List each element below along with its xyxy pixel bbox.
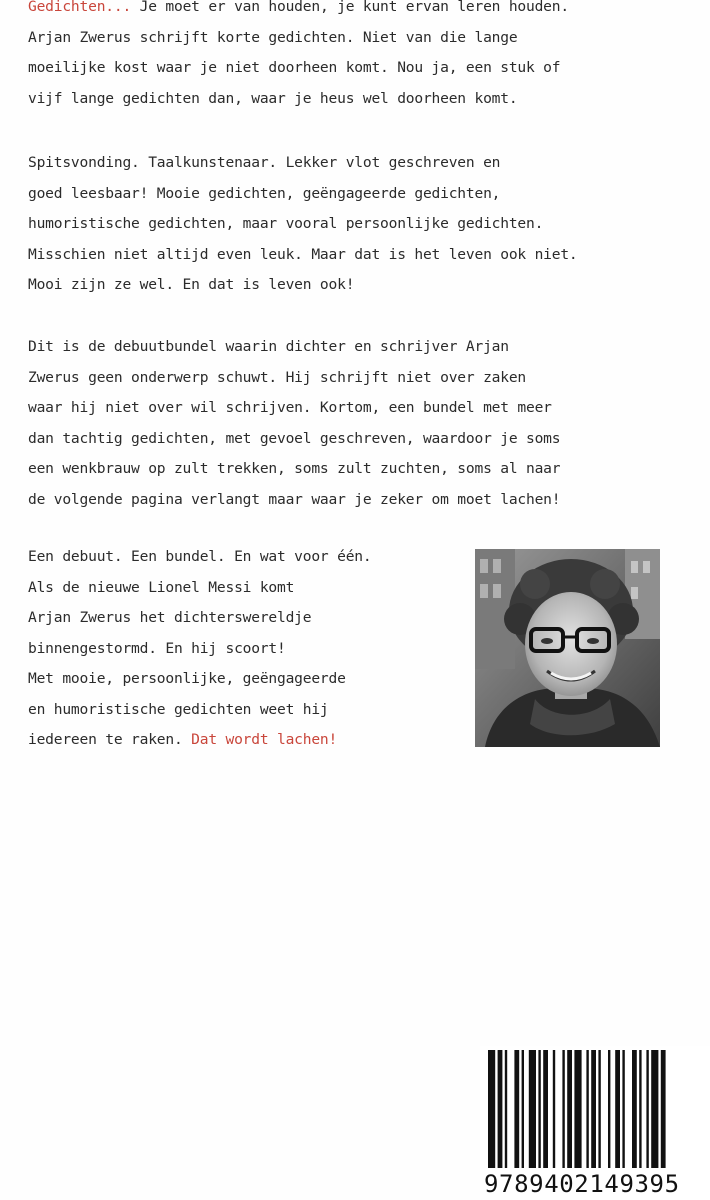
barcode-bars <box>488 1050 702 1168</box>
closing-paragraph <box>28 542 458 756</box>
text-line: goed leesbaar! Mooie gedichten, geëngageerde gedichten, <box>28 184 501 202</box>
text-line <box>28 725 458 756</box>
barcode-bar <box>661 1050 666 1168</box>
intro-paragraph <box>28 0 698 114</box>
text-line: een wenkbrauw op zult trekken, soms zult zuchten, soms al naar <box>28 460 561 477</box>
barcode-bar <box>514 1050 519 1168</box>
isbn-barcode <box>480 1046 710 1200</box>
barcode-bar <box>586 1050 588 1168</box>
text-line: Dit is de debuutbundel waarin dichter en schrijver Arjan <box>28 338 509 355</box>
barcode-bar <box>529 1050 536 1168</box>
highlight-gedichten: Gedichten... <box>28 0 132 15</box>
debut-paragraph <box>28 332 698 515</box>
text-line: dan tachtig gedichten, met gevoel geschreven, waardoor je soms <box>28 429 561 447</box>
barcode-bar <box>646 1050 648 1168</box>
barcode-bar <box>608 1050 610 1168</box>
barcode-bar <box>639 1050 641 1168</box>
text-line: moeilijke kost waar je niet doorheen komt. Nou ja, een stuk of <box>28 59 561 76</box>
text-line: Als de nieuwe Lionel Messi komt <box>28 578 295 596</box>
isbn-number: 9789402149395 <box>484 1170 680 1198</box>
text-line: en humoristische gedichten weet hij <box>28 700 329 718</box>
text-line: de volgende pagina verlangt maar waar je zeker om moet lachen! <box>28 490 561 508</box>
text-line: binnengestormd. En hij scoort! <box>28 639 286 657</box>
description-paragraph <box>28 148 698 301</box>
barcode-bar <box>522 1050 524 1168</box>
barcode-bar <box>562 1050 564 1168</box>
text-line: Met mooie, persoonlijke, geëngageerde <box>28 670 346 687</box>
barcode-bar <box>622 1050 624 1168</box>
text-line: vijf lange gedichten dan, waar je heus wel doorheen komt. <box>28 89 518 107</box>
text-line: waar hij niet over wil schrijven. Kortom, een bundel met meer <box>28 399 552 416</box>
author-photo <box>475 549 660 747</box>
barcode-bar <box>574 1050 581 1168</box>
barcode-bar <box>505 1050 507 1168</box>
text-line: Een debuut. Een bundel. En wat voor één. <box>28 548 372 565</box>
text-line: Arjan Zwerus het dichterswereldje <box>28 609 312 626</box>
barcode-bar <box>632 1050 637 1168</box>
barcode-bar <box>498 1050 503 1168</box>
barcode-bar <box>488 1050 495 1168</box>
highlight-lachen: Dat wordt lachen! <box>191 731 338 748</box>
barcode-bar <box>543 1050 548 1168</box>
text-line: Spitsvonding. Taalkunstenaar. Lekker vlot geschreven en <box>28 154 501 171</box>
text-line <box>28 0 698 23</box>
text-line: Misschien niet altijd even leuk. Maar dat is het leven ook niet. <box>28 245 578 263</box>
barcode-bar <box>567 1050 572 1168</box>
text-line: Mooi zijn ze wel. En dat is leven ook! <box>28 276 355 293</box>
barcode-bar <box>615 1050 620 1168</box>
text-fragment: iedereen te raken. <box>28 731 192 748</box>
barcode-bar <box>538 1050 540 1168</box>
barcode-bar <box>591 1050 596 1168</box>
author-portrait-illustration <box>475 549 660 747</box>
text-line: humoristische gedichten, maar vooral persoonlijke gedichten. <box>28 215 544 232</box>
barcode-bar <box>598 1050 600 1168</box>
barcode-bar <box>651 1050 658 1168</box>
text-line: Arjan Zwerus schrijft korte gedichten. Niet van die lange <box>28 28 518 46</box>
barcode-bar <box>553 1050 555 1168</box>
text-fragment: Je moet er van houden, je kunt ervan leren houden. <box>131 0 569 15</box>
text-line: Zwerus geen onderwerp schuwt. Hij schrijft niet over zaken <box>28 368 526 386</box>
